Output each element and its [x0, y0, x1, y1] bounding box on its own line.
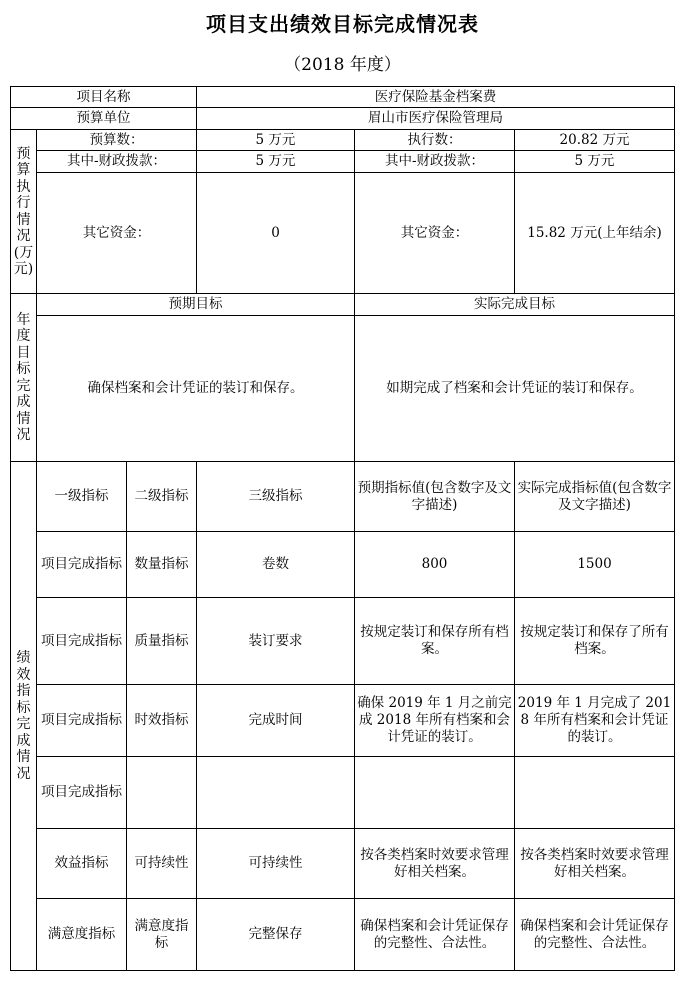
actual-target-text: 如期完成了档案和会计凭证的装订和保存。 — [355, 316, 675, 462]
table-row-actual: 2019 年 1 月完成了 2018 年所有档案和会计凭证的装订。 — [515, 685, 675, 757]
table-row-planned: 按规定装订和保存所有档案。 — [355, 598, 515, 685]
header-actual-value: 实际完成指标值(包含数字及文字描述) — [515, 462, 675, 532]
planned-target-header: 预期目标 — [37, 294, 355, 316]
table-row-actual: 按规定装订和保存了所有档案。 — [515, 598, 675, 685]
table-row-level2 — [127, 757, 197, 829]
table-row-level2: 满意度指标 — [127, 899, 197, 971]
table-row-planned: 800 — [355, 532, 515, 598]
table-row-level1: 满意度指标 — [37, 899, 127, 971]
execution-amount-value: 20.82 万元 — [515, 130, 675, 151]
project-name-label: 项目名称 — [11, 87, 197, 108]
header-level1: 一级指标 — [37, 462, 127, 532]
budget-unit-label: 预算单位 — [11, 108, 197, 130]
project-name-value: 医疗保险基金档案费 — [197, 87, 675, 108]
indicators-side-label: 绩效指标完成情况 — [11, 462, 37, 971]
execution-amount-label: 执行数： — [355, 130, 515, 151]
other-funds-value: 0 — [197, 173, 355, 294]
performance-table — [10, 86, 675, 971]
report-year: （2018 年度） — [284, 55, 401, 75]
other-funds-value-2: 15.82 万元(上年结余) — [515, 173, 675, 294]
table-row-level3 — [197, 757, 355, 829]
table-row-level3: 完成时间 — [197, 685, 355, 757]
budget-amount-label: 预算数： — [37, 130, 197, 151]
table-row-level1: 效益指标 — [37, 829, 127, 899]
other-funds-label-2: 其它资金： — [355, 173, 515, 294]
fiscal-allocation-label: 其中-财政拨款： — [37, 151, 197, 173]
table-row-planned: 确保档案和会计凭证保存的完整性、合法性。 — [355, 899, 515, 971]
fiscal-allocation-value-2: 5 万元 — [515, 151, 675, 173]
header-level3: 三级指标 — [197, 462, 355, 532]
table-row-level1: 项目完成指标 — [37, 598, 127, 685]
header-level2: 二级指标 — [127, 462, 197, 532]
fiscal-allocation-label-2: 其中-财政拨款： — [355, 151, 515, 173]
table-row-level2: 可持续性 — [127, 829, 197, 899]
table-row-level2: 数量指标 — [127, 532, 197, 598]
table-row-level3: 可持续性 — [197, 829, 355, 899]
actual-target-header: 实际完成目标 — [355, 294, 675, 316]
budget-execution-side-label: 预算执行情况(万元) — [11, 130, 37, 294]
table-row-actual — [515, 757, 675, 829]
table-row-planned — [355, 757, 515, 829]
table-row-level3: 装订要求 — [197, 598, 355, 685]
planned-target-text: 确保档案和会计凭证的装订和保存。 — [37, 316, 355, 462]
table-row-actual: 确保档案和会计凭证保存的完整性、合法性。 — [515, 899, 675, 971]
other-funds-label: 其它资金： — [37, 173, 197, 294]
table-row-planned: 确保 2019 年 1 月之前完成 2018 年所有档案和会计凭证的装订。 — [355, 685, 515, 757]
fiscal-allocation-value: 5 万元 — [197, 151, 355, 173]
table-row-level1: 项目完成指标 — [37, 685, 127, 757]
budget-unit-value: 眉山市医疗保险管理局 — [197, 108, 675, 130]
table-row-level3: 卷数 — [197, 532, 355, 598]
table-row-level2: 质量指标 — [127, 598, 197, 685]
annual-target-side-label: 年度目标完成情况 — [11, 294, 37, 462]
table-row-actual: 按各类档案时效要求管理好相关档案。 — [515, 829, 675, 899]
table-row-level1: 项目完成指标 — [37, 532, 127, 598]
header-planned-value: 预期指标值(包含数字及文字描述) — [355, 462, 515, 532]
table-row-level1: 项目完成指标 — [37, 757, 127, 829]
table-row-planned: 按各类档案时效要求管理好相关档案。 — [355, 829, 515, 899]
budget-amount-value: 5 万元 — [197, 130, 355, 151]
table-row-level3: 完整保存 — [197, 899, 355, 971]
table-row-level2: 时效指标 — [127, 685, 197, 757]
page-title: 项目支出绩效目标完成情况表 — [206, 12, 479, 36]
table-row-actual: 1500 — [515, 532, 675, 598]
